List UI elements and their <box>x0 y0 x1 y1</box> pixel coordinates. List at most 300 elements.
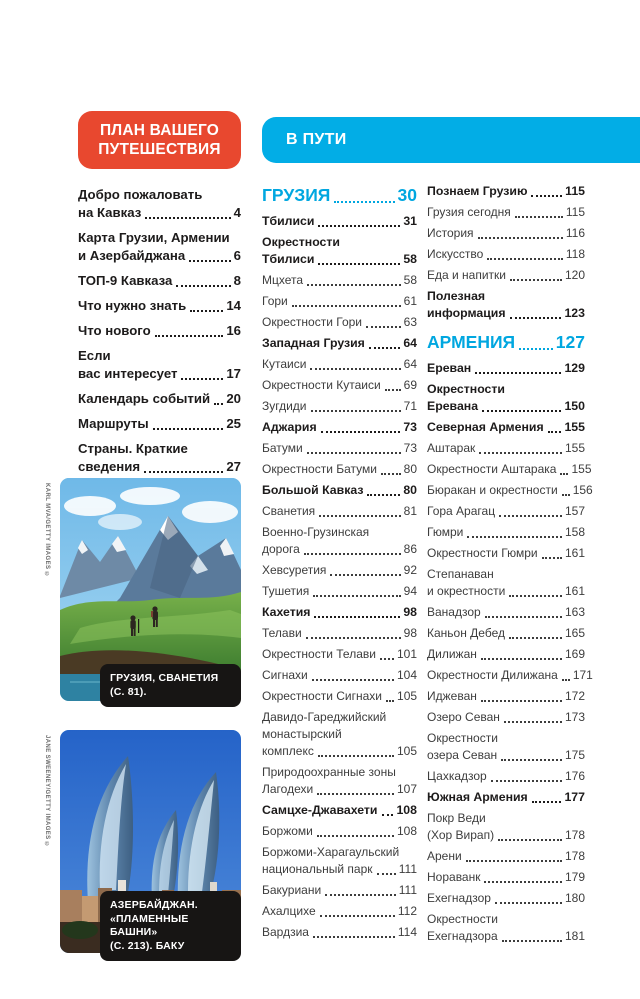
dot-leader <box>310 368 400 370</box>
toc-entry-label: Южная Армения <box>427 790 528 804</box>
toc-entry-label: Бакуриани <box>262 883 322 897</box>
toc-entry-label: Западная Грузия <box>262 336 365 350</box>
page-number: 80 <box>403 462 417 476</box>
toc-entry-label: Сванетия <box>262 504 316 518</box>
toc-entry <box>262 903 417 920</box>
toc-entry-label: (Хор Вирап) <box>427 828 495 842</box>
page-number: 157 <box>564 504 585 518</box>
toc-entry-line: Страны. Краткие <box>78 441 188 456</box>
toc-entry-label: Хевсуретия <box>262 563 327 577</box>
page-number: 155 <box>571 462 592 476</box>
page-number: 111 <box>398 883 417 897</box>
page-number: 178 <box>564 828 585 842</box>
photo-credit-svaneti: KARL MVA/GETTY IMAGES © <box>44 483 50 578</box>
page-number: 108 <box>396 824 417 838</box>
toc-entry-line: Военно-Грузинская <box>262 525 370 539</box>
toc-entry <box>427 204 585 221</box>
page-number: 94 <box>403 584 417 598</box>
dot-leader <box>314 616 400 618</box>
toc-entry-label: и окрестности <box>427 584 506 598</box>
toc-entry <box>78 347 241 383</box>
toc-entry <box>427 768 585 785</box>
dot-leader <box>484 881 561 883</box>
dot-leader <box>498 839 562 841</box>
toc-entry <box>427 646 585 663</box>
toc-entry <box>262 482 417 499</box>
toc-entry-label: Иджеван <box>427 689 477 703</box>
dot-leader <box>292 305 401 307</box>
page-number: 163 <box>564 605 585 619</box>
page-number: 58 <box>403 273 417 287</box>
page-number: 177 <box>564 790 585 804</box>
toc-entry-label: Тбилиси <box>262 214 315 228</box>
dot-leader <box>181 378 223 380</box>
toc-entry <box>427 267 585 284</box>
toc-column-left <box>78 186 241 483</box>
toc-entry-label: на Кавказ <box>78 205 142 220</box>
dot-leader <box>478 237 563 239</box>
toc-entry <box>262 562 417 579</box>
page-number: 63 <box>403 315 417 329</box>
toc-entry <box>427 183 585 200</box>
page-number: 58 <box>403 252 417 266</box>
photo-caption-svaneti <box>100 664 241 707</box>
toc-entry-label: национальный парк <box>262 862 373 876</box>
toc-entry-label: История <box>427 226 474 240</box>
toc-entry <box>262 604 417 621</box>
toc-entry-line: монастырский <box>262 727 342 741</box>
page-number: 150 <box>564 399 585 413</box>
dot-leader <box>318 263 400 265</box>
page-number: 98 <box>403 605 417 619</box>
toc-entry <box>427 911 585 945</box>
dot-leader <box>155 335 224 337</box>
toc-entry-line: Природоохранные зоны <box>262 765 396 779</box>
page-number: 64 <box>403 357 417 371</box>
toc-entry-label: Тбилиси <box>262 252 315 266</box>
toc-entry <box>427 789 585 806</box>
dot-leader <box>562 679 570 681</box>
dot-leader <box>380 658 394 660</box>
toc-entry <box>427 503 585 520</box>
toc-entry-label: Еда и напитки <box>427 268 507 282</box>
dot-leader <box>321 431 401 433</box>
toc-entry <box>262 625 417 642</box>
caption-line: ГРУЗИЯ, СВАНЕТИЯ <box>110 672 219 684</box>
page-number: 129 <box>564 361 585 375</box>
page-number: 104 <box>396 668 417 682</box>
toc-entry-label: Гюмри <box>427 525 464 539</box>
dot-leader <box>319 515 400 517</box>
dot-leader <box>519 348 553 350</box>
page-number: 73 <box>403 441 417 455</box>
toc-entry <box>427 419 585 436</box>
toc-entry <box>262 272 417 289</box>
dot-leader <box>515 216 563 218</box>
toc-entry-label: Что нового <box>78 323 151 338</box>
plan-badge-line2: ПУТЕШЕСТВИЯ <box>98 141 221 158</box>
page-number: 120 <box>564 268 585 282</box>
dot-leader <box>325 894 396 896</box>
toc-entry-label: комплекс <box>262 744 314 758</box>
dot-leader <box>317 835 394 837</box>
toc-entry <box>427 381 585 415</box>
dot-leader <box>501 759 562 761</box>
page-number: 14 <box>226 298 241 313</box>
page-number: 158 <box>564 525 585 539</box>
toc-entry-label: Боржоми <box>262 824 313 838</box>
toc-entry-label: Окрестности Сигнахи <box>262 689 383 703</box>
toc-entry <box>427 545 585 562</box>
page-number: 108 <box>396 803 417 817</box>
toc-entry-label: Ванадзор <box>427 605 481 619</box>
toc-entry-label: Вардзиа <box>262 925 309 939</box>
toc-entry <box>427 810 585 844</box>
toc-entry-label: Мцхета <box>262 273 304 287</box>
toc-entry-line: Окрестности <box>262 235 340 249</box>
page-number: 64 <box>403 336 417 350</box>
dot-leader <box>377 873 396 875</box>
toc-entry <box>262 802 417 819</box>
toc-entry <box>262 234 417 268</box>
dot-leader <box>214 403 223 405</box>
page-number: 116 <box>565 226 585 240</box>
dot-leader <box>144 471 223 473</box>
toc-entry-label: Окрестности Батуми <box>262 462 377 476</box>
dot-leader <box>318 755 394 757</box>
toc-entry-label: Каньон Дебед <box>427 626 505 640</box>
toc-entry-label: Бюракан и окрестности <box>427 483 558 497</box>
page-number: 115 <box>565 184 585 198</box>
toc-entry-label: Грузия сегодня <box>427 205 511 219</box>
toc-entry-label: Ахалцихе <box>262 904 316 918</box>
page-number: 178 <box>564 849 585 863</box>
toc-entry-label: дорога <box>262 542 300 556</box>
page-number: 118 <box>565 247 585 261</box>
page-number: 17 <box>226 366 241 381</box>
toc-entry <box>427 440 585 457</box>
toc-entry-label: Кахетия <box>262 605 311 619</box>
page-number: 101 <box>396 647 417 661</box>
toc-entry-line: Окрестности <box>427 912 498 926</box>
toc-entry-line: Степанаван <box>427 567 494 581</box>
page-number: 161 <box>564 546 585 560</box>
toc-entry-label: Лагодехи <box>262 782 314 796</box>
dot-leader <box>330 574 400 576</box>
dot-leader <box>313 936 395 938</box>
toc-entry-label: Зугдиди <box>262 399 307 413</box>
toc-entry <box>78 415 241 433</box>
dot-leader <box>189 260 230 262</box>
toc-entry <box>262 524 417 558</box>
toc-entry-line: Карта Грузии, Армении <box>78 230 230 245</box>
toc-column-right <box>427 183 593 949</box>
dot-leader <box>560 473 568 475</box>
toc-entry-label: Северная Армения <box>427 420 544 434</box>
page-number: 4 <box>233 205 241 220</box>
toc-entry-label: Цахкадзор <box>427 769 487 783</box>
toc-entry-label: Ереван <box>427 361 472 375</box>
dot-leader <box>153 428 224 430</box>
dot-leader <box>510 279 562 281</box>
toc-entry <box>427 246 585 263</box>
toc-entry <box>262 213 417 230</box>
toc-entry <box>427 848 585 865</box>
toc-entry <box>427 566 585 600</box>
page-number: 25 <box>226 416 241 431</box>
caption-line: (С. 213). БАКУ <box>110 939 185 952</box>
page-number: 61 <box>403 294 417 308</box>
toc-entry <box>427 625 585 642</box>
page-number: 86 <box>403 542 417 556</box>
caption-line: АЗЕРБАЙДЖАН. <box>110 899 198 911</box>
toc-entry-label: Еревана <box>427 399 479 413</box>
toc-entry <box>78 322 241 340</box>
page-number: 181 <box>564 929 585 943</box>
page-number: 176 <box>564 769 585 783</box>
toc-entry <box>262 183 417 207</box>
toc-entry <box>262 667 417 684</box>
caption-line: (С. 81). <box>110 685 147 698</box>
dot-leader <box>313 595 400 597</box>
toc-entry <box>262 335 417 352</box>
dot-leader <box>466 860 562 862</box>
toc-entry <box>262 503 417 520</box>
toc-entry-line: Покр Веди <box>427 811 486 825</box>
toc-entry <box>427 667 593 684</box>
page-number: 115 <box>565 205 585 219</box>
toc-entry-label: Самцхе-Джавахети <box>262 803 378 817</box>
dot-leader <box>366 326 401 328</box>
page-number: 172 <box>564 689 585 703</box>
toc-entry <box>262 440 417 457</box>
dot-leader <box>306 637 401 639</box>
photo-caption-baku <box>100 891 241 961</box>
dot-leader <box>385 389 401 391</box>
page-number: 173 <box>564 710 585 724</box>
toc-entry-label: АРМЕНИЯ <box>427 332 516 352</box>
toc-entry-label: Аштарак <box>427 441 476 455</box>
toc-entry-label: Познаем Грузию <box>427 184 528 198</box>
toc-entry-label: Окрестности Телави <box>262 647 376 661</box>
dot-leader <box>499 515 562 517</box>
toc-entry <box>262 377 417 394</box>
toc-entry-label: Окрестности Гори <box>262 315 363 329</box>
toc-entry-label: Батуми <box>262 441 303 455</box>
dot-leader <box>312 679 394 681</box>
toc-entry-line: Если <box>78 348 111 363</box>
toc-entry-line: Давидо-Гареджийский <box>262 710 387 724</box>
toc-entry <box>262 314 417 331</box>
toc-entry-line: Боржоми-Харагаульский <box>262 845 400 859</box>
page-number: 30 <box>397 185 417 205</box>
toc-entry <box>427 288 585 322</box>
toc-entry <box>262 293 417 310</box>
dot-leader <box>491 780 562 782</box>
toc-entry-label: Маршруты <box>78 416 149 431</box>
page-number: 105 <box>397 689 418 703</box>
toc-entry <box>427 890 585 907</box>
page-number: 155 <box>564 420 585 434</box>
page-number: 27 <box>226 459 241 474</box>
page-number: 6 <box>233 248 241 263</box>
dot-leader <box>176 285 230 287</box>
toc-column-middle <box>262 183 417 945</box>
dot-leader <box>562 494 570 496</box>
toc-entry-label: Окрестности Аштарака <box>427 462 557 476</box>
page-number: 165 <box>564 626 585 640</box>
on-the-way-title: В ПУТИ <box>286 131 347 148</box>
dot-leader <box>481 658 562 660</box>
toc-entry-label: Окрестности Кутаиси <box>262 378 381 392</box>
toc-entry-label: ГРУЗИЯ <box>262 185 331 205</box>
dot-leader <box>504 721 562 723</box>
toc-entry-label: Дилижан <box>427 647 477 661</box>
toc-entry-label: озера Севан <box>427 748 498 762</box>
dot-leader <box>190 310 223 312</box>
dot-leader <box>485 616 562 618</box>
page-number: 179 <box>564 870 585 884</box>
page-number: 92 <box>403 563 417 577</box>
toc-entry <box>78 272 241 290</box>
dot-leader <box>381 473 401 475</box>
dot-leader <box>495 902 562 904</box>
toc-entry-label: информация <box>427 306 506 320</box>
dot-leader <box>487 258 563 260</box>
dot-leader <box>467 536 562 538</box>
toc-entry <box>78 440 241 476</box>
page-number: 123 <box>564 306 585 320</box>
page-number: 175 <box>564 748 585 762</box>
dot-leader <box>334 201 394 203</box>
toc-entry <box>262 764 417 798</box>
dot-leader <box>481 700 562 702</box>
toc-entry <box>262 583 417 600</box>
dot-leader <box>382 814 394 816</box>
toc-entry-label: Аджария <box>262 420 317 434</box>
toc-entry <box>78 390 241 408</box>
dot-leader <box>502 940 562 942</box>
page-number: 80 <box>403 483 417 497</box>
toc-entry-line: Добро пожаловать <box>78 187 203 202</box>
dot-leader <box>307 452 401 454</box>
dot-leader <box>509 595 562 597</box>
toc-entry <box>427 225 585 242</box>
toc-entry-label: Искусство <box>427 247 484 261</box>
toc-entry-label: Сигнахи <box>262 668 308 682</box>
toc-entry-label: Гора Арагац <box>427 504 496 518</box>
toc-entry-label: Окрестности Дилижана <box>427 668 558 682</box>
plan-section-badge <box>78 111 241 169</box>
toc-entry-line: Окрестности <box>427 382 505 396</box>
toc-entry <box>262 688 417 705</box>
toc-entry-label: Кутаиси <box>262 357 307 371</box>
toc-entry-label: Большой Кавказ <box>262 483 364 497</box>
dot-leader <box>317 793 394 795</box>
dot-leader <box>369 347 400 349</box>
page-number: 155 <box>564 441 585 455</box>
dot-leader <box>367 494 400 496</box>
toc-entry <box>427 730 585 764</box>
dot-leader <box>320 915 395 917</box>
toc-entry <box>262 461 417 478</box>
page-number: 105 <box>396 744 417 758</box>
toc-entry <box>427 360 585 377</box>
page-number: 156 <box>572 483 593 497</box>
caption-line: «ПЛАМЕННЫЕ БАШНИ» <box>110 912 189 938</box>
toc-entry-label: ТОП-9 Кавказа <box>78 273 173 288</box>
page-number: 16 <box>226 323 241 338</box>
dot-leader <box>386 700 394 702</box>
page-number: 111 <box>398 862 417 876</box>
page-number: 127 <box>555 332 585 352</box>
toc-entry-label: Ехегнадзор <box>427 891 491 905</box>
toc-entry <box>427 461 592 478</box>
toc-entry-label: и Азербайджана <box>78 248 186 263</box>
dot-leader <box>479 452 562 454</box>
toc-entry-label: Озеро Севан <box>427 710 500 724</box>
page-number: 107 <box>396 782 417 796</box>
toc-entry-label: Что нужно знать <box>78 298 187 313</box>
page-number: 112 <box>397 904 417 918</box>
toc-entry <box>262 924 417 941</box>
toc-entry <box>427 869 585 886</box>
toc-entry-label: Гори <box>262 294 288 308</box>
toc-entry <box>427 709 585 726</box>
dot-leader <box>542 557 562 559</box>
toc-entry <box>427 604 585 621</box>
toc-entry <box>78 229 241 265</box>
toc-entry <box>262 356 417 373</box>
dot-leader <box>509 637 562 639</box>
toc-entry <box>262 398 417 415</box>
photo-credit-baku: JANE SWEENEY/GETTY IMAGES © <box>44 735 50 849</box>
toc-entry-label: Телави <box>262 626 302 640</box>
dot-leader <box>532 801 562 803</box>
page-number: 161 <box>564 584 585 598</box>
page-number: 180 <box>564 891 585 905</box>
toc-entry <box>427 482 593 499</box>
toc-entry <box>427 688 585 705</box>
toc-entry <box>262 709 417 760</box>
dot-leader <box>304 553 401 555</box>
page-number: 114 <box>397 925 417 939</box>
toc-entry <box>262 419 417 436</box>
toc-entry <box>78 186 241 222</box>
toc-entry-line: Полезная <box>427 289 486 303</box>
toc-entry <box>427 524 585 541</box>
dot-leader <box>510 317 562 319</box>
toc-entry-label: Календарь событий <box>78 391 211 406</box>
toc-entry-line: Окрестности <box>427 731 498 745</box>
dot-leader <box>307 284 401 286</box>
page-number: 69 <box>403 378 417 392</box>
toc-entry-label: Арени <box>427 849 462 863</box>
toc-entry-label: сведения <box>78 459 141 474</box>
dot-leader <box>548 431 562 433</box>
page-number: 73 <box>403 420 417 434</box>
toc-entry-label: Окрестности Гюмри <box>427 546 538 560</box>
toc-entry <box>427 330 585 354</box>
dot-leader <box>145 217 230 219</box>
on-the-way-section-bar <box>262 117 640 163</box>
page-number: 81 <box>403 504 417 518</box>
dot-leader <box>475 372 561 374</box>
dot-leader <box>482 410 561 412</box>
toc-entry <box>262 882 417 899</box>
page-number: 98 <box>403 626 417 640</box>
toc-entry <box>262 823 417 840</box>
